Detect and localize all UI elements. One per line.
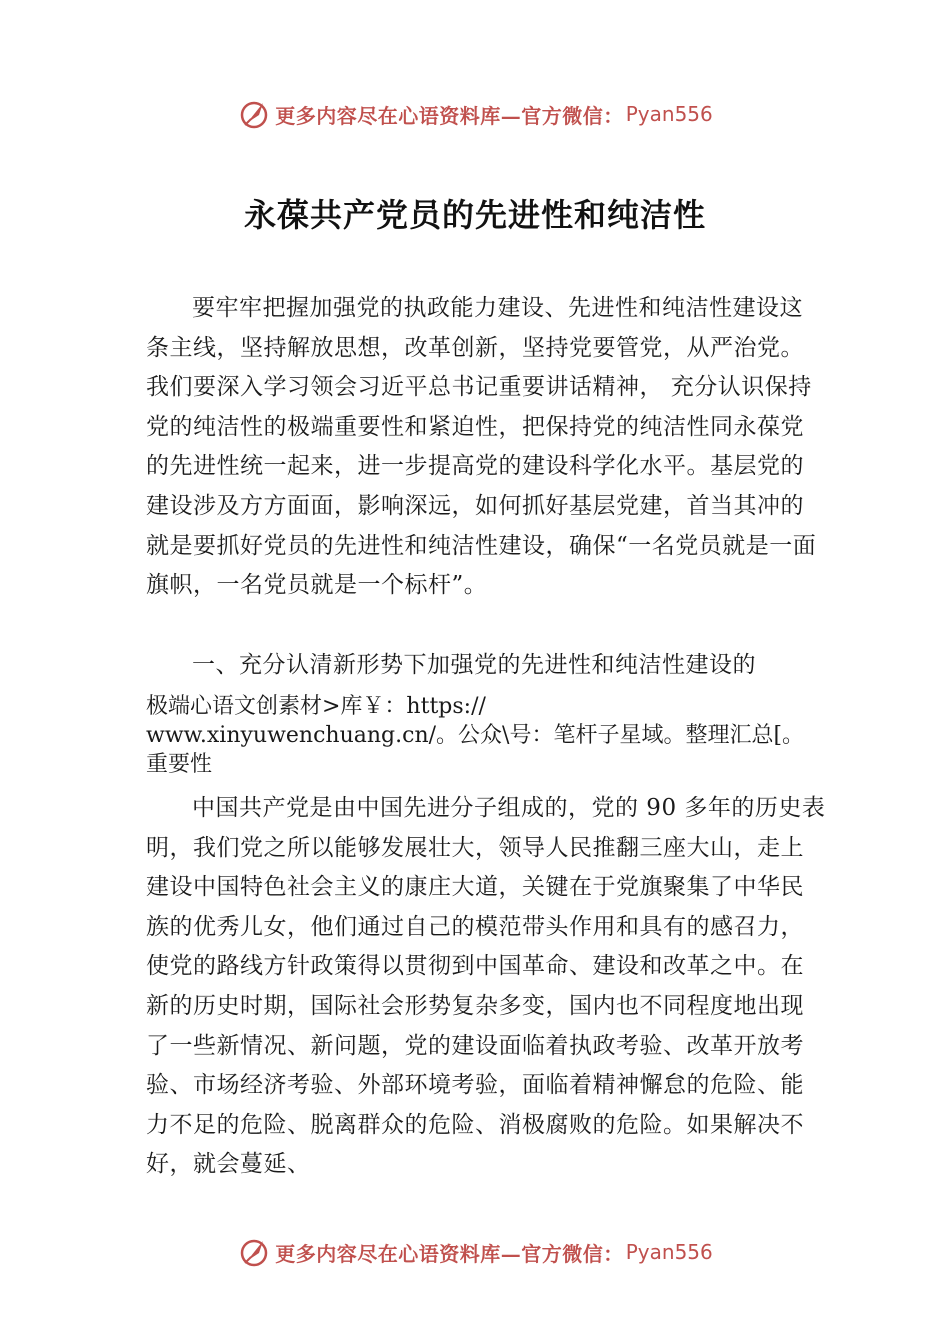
quill-logo-icon [237, 1235, 271, 1269]
paragraph-intro [146, 289, 826, 606]
watermark-line-2: www.xinyuwenchuang.cn/。公众\号：笔杆子星域。整理汇总[。 [146, 723, 805, 748]
watermark-line-3: 重要性 [146, 752, 213, 777]
header-wechat-id: Pyan556 [625, 102, 713, 126]
header-banner [0, 94, 950, 134]
quill-logo-icon [237, 97, 271, 131]
paragraph-history [146, 789, 826, 1185]
section-heading-text: 一、充分认清新形势下加强党的先进性和纯洁性建设的 [192, 652, 756, 678]
paragraph-history-text: 中国共产党是由中国先进分子组成的，党的 90 多年的历史表明，我们党之所以能够发展壮大，领导人民推翻三座大山，走上建设中国特色社会主义的康庄大道，关键在于党旗聚集了中华民族的优秀儿女，他们通过自己的模范带头作用和具有的感召力，使党的路线方针政策得以贯彻到中国革命、建设和改革之中。在新的历史时期，国际社会形势复杂多变，国内也不同程度地出现了一些新情况、新问题，党的建设面临着执政考验、改革开放考验、市场经济考验、外部环境考验，面临着精神懈怠的危险、能力不足的危险、脱离群众的危险、消极腐败的危险。如果解决不好，就会蔓延、 [146, 795, 826, 1178]
watermark-line-1: 极端心语文创素材>库￥：https:// [146, 694, 486, 719]
paragraph-intro-text: 要牢牢把握加强党的执政能力建设、先进性和纯洁性建设这条主线，坚持解放思想，改革创新，坚持党要管党，从严治党。我们要深入学习领会习近平总书记重要讲话精神， 充分认识保持党的纯洁性的极端重要性和紧迫性，把保持党的纯洁性同永葆党的先进性统一起来，进一步提高党的建设科学化水平。基层党的建设涉及方方面面，影响深远，如何抓好基层党建，首当其冲的就是要抓好党员的先进性和纯洁性建设，确保“一名党员就是一面旗帜，一名党员就是一个标杆”。 [146, 295, 817, 599]
footer-banner [0, 1232, 950, 1272]
watermark-text-block [146, 692, 846, 779]
footer-banner-text: 更多内容尽在心语资料库—官方微信： [275, 1241, 624, 1266]
footer-wechat-id: Pyan556 [625, 1240, 713, 1264]
header-banner-text: 更多内容尽在心语资料库—官方微信： [275, 103, 624, 128]
section-heading [146, 646, 826, 686]
document-title: 永葆共产党员的先进性和纯洁性 [243, 196, 706, 234]
